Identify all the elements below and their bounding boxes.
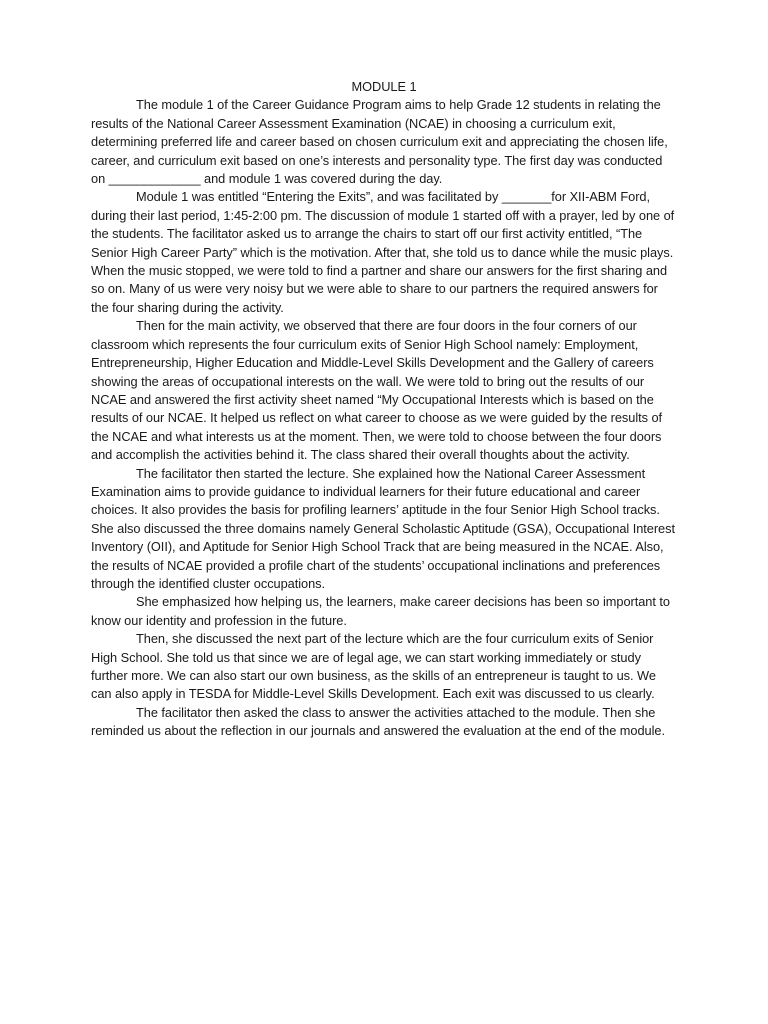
paragraph-1: The module 1 of the Career Guidance Program aims to help Grade 12 students in relating the results of the National Career Assessment Examination (NCAE) in choosing a curriculum exit, determining preferred life and career based on chosen curriculum exit and appreciating the chosen life, career, and curriculum exit based on one’s interests and personality type. The first day was conducted on _____________ and module 1 was covered during the day. — [91, 97, 668, 187]
document-title: MODULE 1 — [351, 79, 417, 94]
paragraph-3: Then for the main activity, we observed that there are four doors in the four corners of our classroom which represents the four curriculum exits of Senior High School namely: Employment, Entrepreneurship, Higher Education and Middle-Level Skills Development and the Gallery of careers showing the areas of occupational interests on the wall. We were told to bring out the results of our NCAE and answered the first activity sheet named “My Occupational Interests which is based on the results of our NCAE. It helped us reflect on what career to choose as we were guided by the results of the NCAE and what interests us at the moment. Then, we were told to choose between the four doors and accomplish the activities behind it. The class shared their overall thoughts about the activity. — [91, 318, 663, 463]
paragraph-4: The facilitator then started the lecture. She explained how the National Career Assessment Examination aims to provide guidance to individual learners for their future educational and career choices. It also provides the basis for profiling learners’ aptitude in the four Senior High School tracks. She also discussed the three domains namely General Scholastic Aptitude (GSA), Occupational Interest Inventory (OII), and Aptitude for Senior High School Track that are being measured in the NCAE. Also, the results of NCAE provided a profile chart of the students’ occupational inclinations and preferences through the identified cluster occupations. — [91, 465, 675, 591]
paragraph-6: Then, she discussed the next part of the lecture which are the four curriculum exits of Senior High School. She told us that since we are of legal age, we can start working immediately or study further more. We can also start our own business, as the skills of an entrepreneur is taught to us. We can also apply in TESDA for Middle-Level Skills Development. Each exit was discussed to us clearly. — [91, 631, 656, 702]
paragraph-7: The facilitator then asked the class to answer the activities attached to the module. Then she reminded us about the reflection in our journals and answered the evaluation at the end of the module. — [91, 704, 665, 739]
paragraph-5: She emphasized how helping us, the learners, make career decisions has been so important to know our identity and profession in the future. — [91, 594, 670, 628]
paragraph-2: Module 1 was entitled “Entering the Exits”, and was facilitated by _______for XII-ABM Ford, during their last period, 1:45-2:00 pm. The discussion of module 1 started off with a prayer, led by one of the students. The facilitator asked us to arrange the chairs to start off our first activity entitled, “The Senior High Career Party” which is the motivation. After that, she told us to dance while the music plays. When the music stopped, we were told to find a partner and share our answers for the first sharing and so on. Many of us were very noisy but we were able to share to our partners the required answers for the four sharing during the activity. — [91, 189, 675, 315]
document-body — [91, 78, 677, 741]
